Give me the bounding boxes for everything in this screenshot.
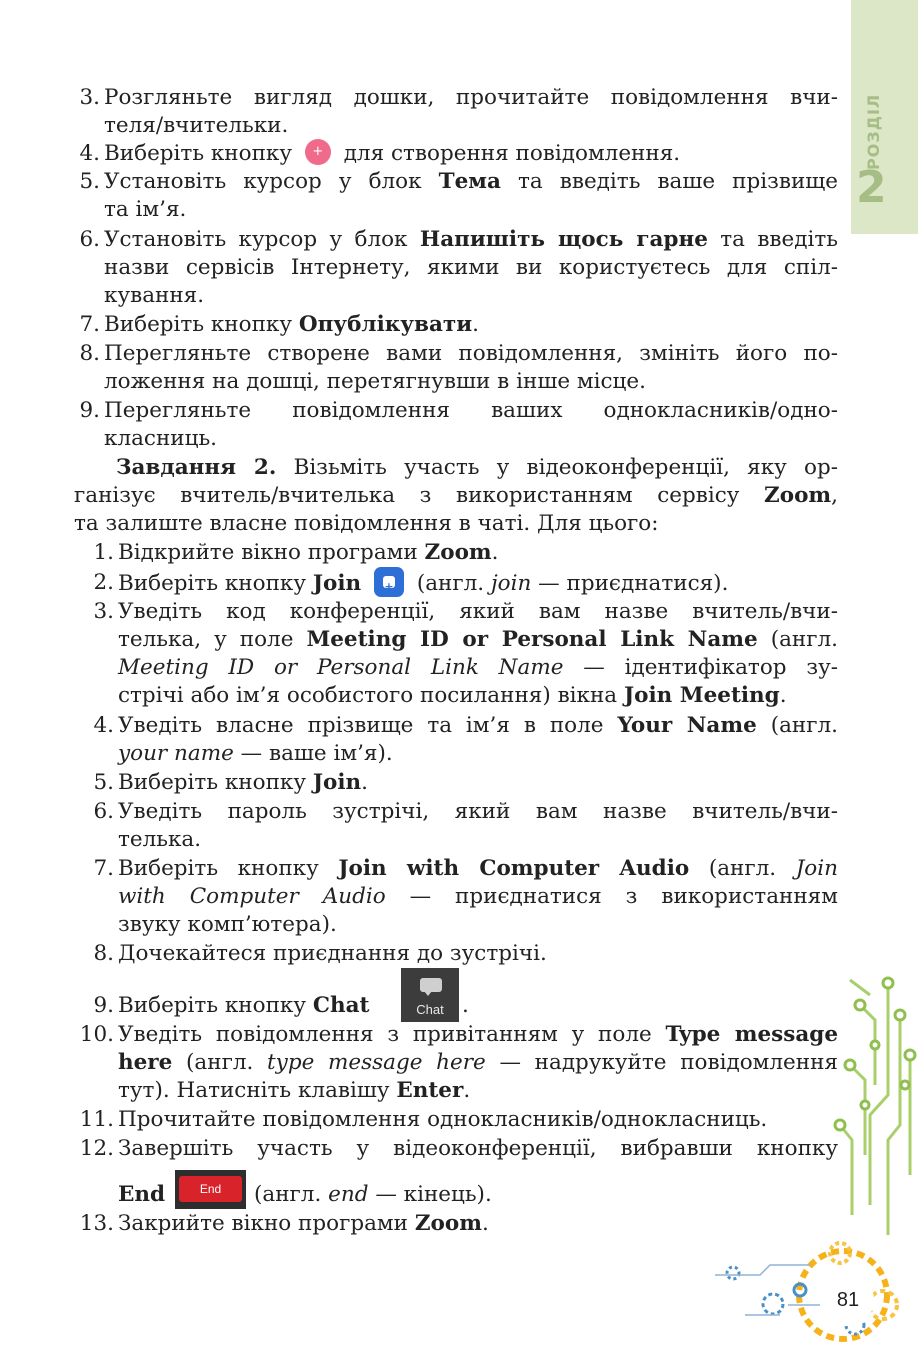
step-text: Установіть курсор у блок Напишіть щось гарне та введіть <box>104 227 838 252</box>
step-text: Уведіть код конференції, який вам назве вчитель/вчи- <box>118 599 838 624</box>
task-text: ганізує вчитель/вчителька з використанням сервісу Zoom, <box>74 483 838 508</box>
step-text: Meeting ID or Personal Link Name — ідентифікатор зу- <box>118 655 838 680</box>
step-text: телька. <box>118 827 202 852</box>
step-text: Уведіть повідомлення з привітанням у поле Type message <box>118 1022 839 1047</box>
step-text: стрічі або ім’я особистого посилання) вікна Join Meeting. <box>118 683 787 708</box>
page-number: 81 <box>822 1274 874 1326</box>
step-number: 9. <box>79 398 100 423</box>
step-text: Перегляньте створене вами повідомлення, змініть його по- <box>104 341 838 366</box>
step-number: 6. <box>79 227 100 252</box>
step-number: 6. <box>93 799 114 824</box>
chat-button-label: Chat <box>416 1002 444 1017</box>
step-text: Прочитайте повідомлення однокласників/однокласниць. <box>118 1107 768 1132</box>
step-number: 7. <box>79 312 100 337</box>
step-text: here (англ. type message here — надрукуйте повідомлення <box>118 1050 838 1075</box>
svg-text:РОЗДІЛ: РОЗДІЛ <box>864 93 883 170</box>
step-number: 13. <box>79 1211 114 1236</box>
step-text: Виберіть кнопку Опублікувати. <box>104 312 480 337</box>
section-number: 2 <box>856 162 887 213</box>
step-number: 3. <box>79 85 100 110</box>
circuit-decoration <box>700 975 918 1360</box>
step-number: 8. <box>79 341 100 366</box>
step-number: 5. <box>93 770 114 795</box>
step-text: телька, у поле Meeting ID or Personal Link Name (англ. <box>118 627 839 652</box>
step-text: Розгляньте вигляд дошки, прочитайте повідомлення вчи- <box>104 85 838 110</box>
step-number: 1. <box>93 540 114 565</box>
step-number: 9. <box>93 993 114 1018</box>
step-text: Виберіть кнопку Join with Computer Audio (англ. Join <box>118 856 838 881</box>
step-text: Закрийте вікно програми Zoom. <box>118 1211 489 1236</box>
step-text: кування. <box>104 283 205 308</box>
chat-bubble-icon <box>420 978 442 992</box>
step-text: тут). Натисніть клавішу Enter. <box>118 1078 471 1103</box>
step-text: Виберіть кнопку Chat <box>118 993 370 1018</box>
step-text: your name — ваше ім’я). <box>118 741 393 766</box>
step-text: ложення на дошці, перетягнувши в інше місце. <box>104 369 646 394</box>
step-text: . <box>462 993 469 1018</box>
step-text: Виберіть кнопку Join + (англ. join — приєднатися). <box>118 569 728 599</box>
step-text: назви сервісів Інтернету, якими ви користуєтесь для спіл- <box>104 255 838 280</box>
step-number: 3. <box>93 599 114 624</box>
step-number: 4. <box>79 141 100 166</box>
step-number: 2. <box>93 570 114 595</box>
step-text: with Computer Audio — приєднатися з використанням <box>118 884 838 909</box>
step-text: звуку комп’ютера). <box>118 912 337 937</box>
task-text: та залиште власне повідомлення в чаті. Для цього: <box>74 511 659 536</box>
step-text: Уведіть пароль зустрічі, який вам назве вчитель/вчи- <box>118 799 838 824</box>
step-text: Виберіть кнопку + для створення повідомлення. <box>104 141 681 166</box>
step-number: 11. <box>79 1107 114 1132</box>
step-text: Відкрийте вікно програми Zoom. <box>118 540 499 565</box>
step-text: теля/вчительки. <box>104 113 289 138</box>
step-text: Завершіть участь у відеоконференції, вибравши кнопку <box>118 1136 838 1161</box>
end-button-image <box>175 1170 246 1209</box>
step-number: 10. <box>79 1022 114 1047</box>
step-text: Дочекайтеся приєднання до зустрічі. <box>118 941 547 966</box>
step-number: 4. <box>93 713 114 738</box>
step-text: Установіть курсор у блок Тема та введіть ваше прізвище <box>104 169 838 194</box>
section-label <box>857 82 887 172</box>
step-number: 8. <box>93 941 114 966</box>
step-number: 7. <box>93 856 114 881</box>
join-button-icon <box>374 567 404 597</box>
step-text: та ім’я. <box>104 197 187 222</box>
step-text: класниць. <box>104 426 217 451</box>
step-text: (англ. end — кінець). <box>254 1182 492 1207</box>
chat-button-image <box>401 968 459 1022</box>
step-number: 12. <box>79 1136 114 1161</box>
step-text: Уведіть власне прізвище та ім’я в поле Your Name (англ. <box>118 713 839 738</box>
step-text: End <box>118 1182 166 1207</box>
step-text: Перегляньте повідомлення ваших однокласників/одно- <box>104 398 838 423</box>
task-heading: Завдання 2. Візьміть участь у відеоконференції, яку ор- <box>116 455 838 480</box>
end-button-label: End <box>179 1176 242 1202</box>
step-text: Виберіть кнопку Join. <box>118 770 368 795</box>
add-post-button-icon: + <box>305 139 331 165</box>
step-number: 5. <box>79 169 100 194</box>
